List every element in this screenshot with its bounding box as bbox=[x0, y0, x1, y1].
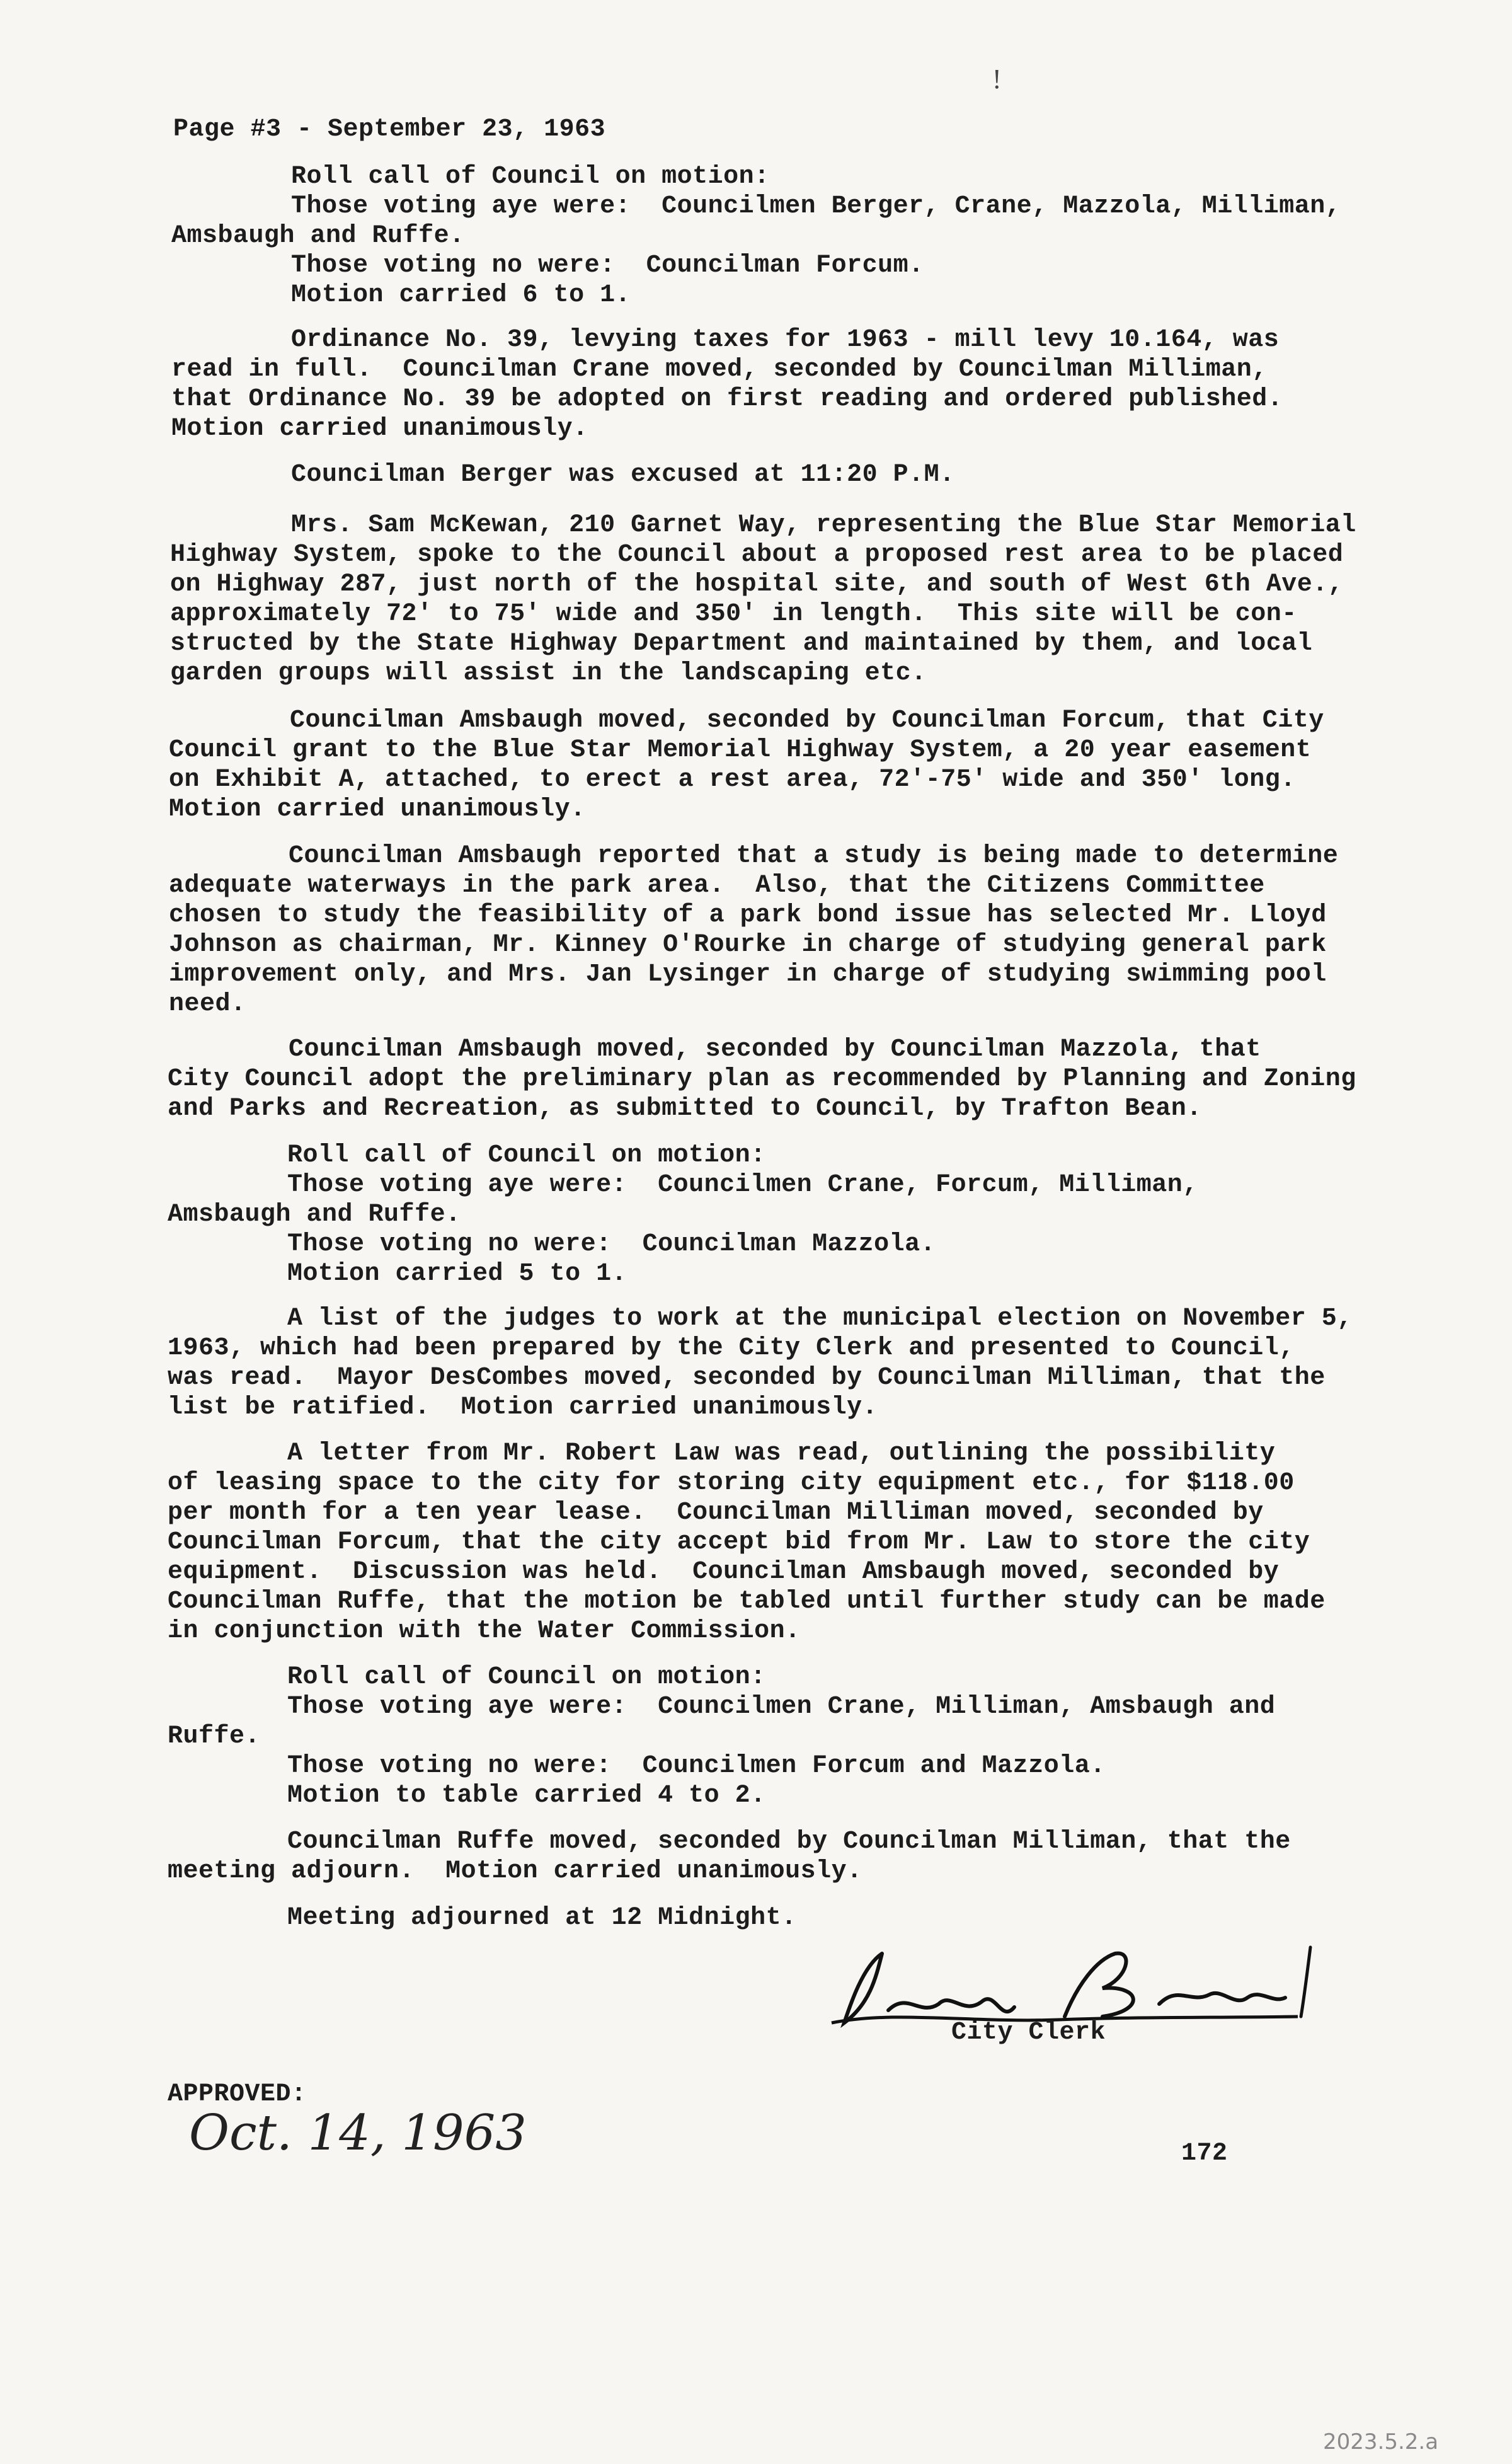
text-line: Roll call of Council on motion: bbox=[287, 1663, 766, 1691]
text-line: and Parks and Recreation, as submitted to Council, by Trafton Bean. bbox=[168, 1095, 1202, 1123]
text-line: improvement only, and Mrs. Jan Lysinger in charge of studying swimming pool bbox=[169, 960, 1327, 989]
text-line: Ruffe. bbox=[168, 1722, 261, 1751]
text-line: Highway System, spoke to the Council about a proposed rest area to be placed bbox=[170, 541, 1344, 569]
text-line: of leasing space to the city for storing city equipment etc., for $118.00 bbox=[168, 1469, 1295, 1497]
text-line: garden groups will assist in the landscaping etc. bbox=[170, 659, 927, 688]
text-line: Amsbaugh and Ruffe. bbox=[168, 1200, 461, 1229]
text-line: Councilman Forcum, that the city accept bid from Mr. Law to store the city bbox=[168, 1528, 1310, 1557]
text-line: Councilman Ruffe moved, seconded by Councilman Milliman, that the bbox=[287, 1828, 1291, 1856]
text-line: Amsbaugh and Ruffe. bbox=[171, 222, 465, 250]
text-line: Ordinance No. 39, levying taxes for 1963 - mill levy 10.164, was bbox=[291, 326, 1280, 354]
text-line: Those voting no were: Councilman Mazzola. bbox=[287, 1230, 936, 1258]
text-line: Those voting aye were: Councilmen Crane, Milliman, Amsbaugh and bbox=[287, 1693, 1276, 1721]
text-line: chosen to study the feasibility of a park bond issue has selected Mr. Lloyd bbox=[169, 901, 1327, 930]
text-line: read in full. Councilman Crane moved, seconded by Councilman Milliman, bbox=[171, 355, 1268, 384]
text-line: Roll call of Council on motion: bbox=[291, 163, 770, 191]
text-line: on Exhibit A, attached, to erect a rest area, 72'-75' wide and 350' long. bbox=[169, 766, 1296, 794]
text-line: Johnson as chairman, Mr. Kinney O'Rourke in charge of studying general park bbox=[169, 931, 1327, 959]
text-line: Roll call of Council on motion: bbox=[287, 1141, 766, 1170]
approved-label: APPROVED: bbox=[168, 2080, 307, 2109]
text-line: on Highway 287, just north of the hospital site, and south of West 6th Ave., bbox=[170, 570, 1344, 599]
text-line: A list of the judges to work at the municipal election on November 5, bbox=[287, 1304, 1353, 1333]
text-line: was read. Mayor DesCombes moved, seconded by Councilman Milliman, that the bbox=[168, 1364, 1326, 1392]
text-line: Councilman Ruffe, that the motion be tabled until further study can be made bbox=[168, 1587, 1326, 1616]
text-line: per month for a ten year lease. Councilman Milliman moved, seconded by bbox=[168, 1499, 1264, 1527]
text-line: Those voting no were: Councilman Forcum. bbox=[291, 251, 924, 280]
text-line: Councilman Amsbaugh reported that a study is being made to determine bbox=[289, 842, 1339, 870]
text-line: Those voting no were: Councilmen Forcum and Mazzola. bbox=[287, 1752, 1106, 1780]
text-line: Councilman Berger was excused at 11:20 P.M. bbox=[291, 461, 955, 489]
text-line: list be ratified. Motion carried unanimously. bbox=[168, 1393, 878, 1422]
text-line: Mrs. Sam McKewan, 210 Garnet Way, representing the Blue Star Memorial bbox=[291, 511, 1356, 539]
text-line: need. bbox=[169, 990, 246, 1018]
text-line: structed by the State Highway Department and maintained by them, and local bbox=[170, 630, 1313, 658]
approved-date: Oct. 14, 1963 bbox=[189, 2105, 527, 2162]
text-line: approximately 72' to 75' wide and 350' in length. This site will be con- bbox=[170, 600, 1297, 628]
page-number: 172 bbox=[1181, 2139, 1228, 2168]
text-line: Those voting aye were: Councilmen Crane, Forcum, Milliman, bbox=[287, 1171, 1198, 1199]
text-line: Motion carried unanimously. bbox=[171, 415, 588, 443]
text-line: adequate waterways in the park area. Also, that the Citizens Committee bbox=[169, 872, 1265, 900]
text-line: Council grant to the Blue Star Memorial Highway System, a 20 year easement bbox=[169, 736, 1312, 764]
text-line: 1963, which had been prepared by the City Clerk and presented to Council, bbox=[168, 1334, 1295, 1362]
text-line: Motion to table carried 4 to 2. bbox=[287, 1782, 766, 1810]
top-mark: ! bbox=[992, 64, 1002, 95]
accession-number: 2023.5.2.a bbox=[1323, 2429, 1439, 2455]
text-line: Those voting aye were: Councilmen Berger, Crane, Mazzola, Milliman, bbox=[291, 192, 1341, 221]
text-line: Motion carried 5 to 1. bbox=[287, 1260, 627, 1288]
text-line: Motion carried 6 to 1. bbox=[291, 281, 631, 309]
text-line: that Ordinance No. 39 be adopted on first reading and ordered published. bbox=[171, 385, 1283, 413]
text-line: City Council adopt the preliminary plan as recommended by Planning and Zoning bbox=[168, 1065, 1356, 1093]
text-line: equipment. Discussion was held. Councilman Amsbaugh moved, seconded by bbox=[168, 1558, 1280, 1586]
text-line: Councilman Amsbaugh moved, seconded by Councilman Forcum, that City bbox=[290, 706, 1324, 735]
text-line: meeting adjourn. Motion carried unanimously. bbox=[168, 1857, 862, 1885]
text-line: Councilman Amsbaugh moved, seconded by Councilman Mazzola, that bbox=[289, 1035, 1261, 1064]
text-line: Meeting adjourned at 12 Midnight. bbox=[287, 1904, 797, 1932]
signer-title: City Clerk bbox=[951, 2018, 1106, 2047]
text-line: in conjunction with the Water Commission. bbox=[168, 1617, 801, 1645]
text-line: A letter from Mr. Robert Law was read, outlining the possibility bbox=[287, 1439, 1276, 1468]
text-line: Motion carried unanimously. bbox=[169, 795, 586, 824]
page-header: Page #3 - September 23, 1963 bbox=[173, 115, 606, 144]
